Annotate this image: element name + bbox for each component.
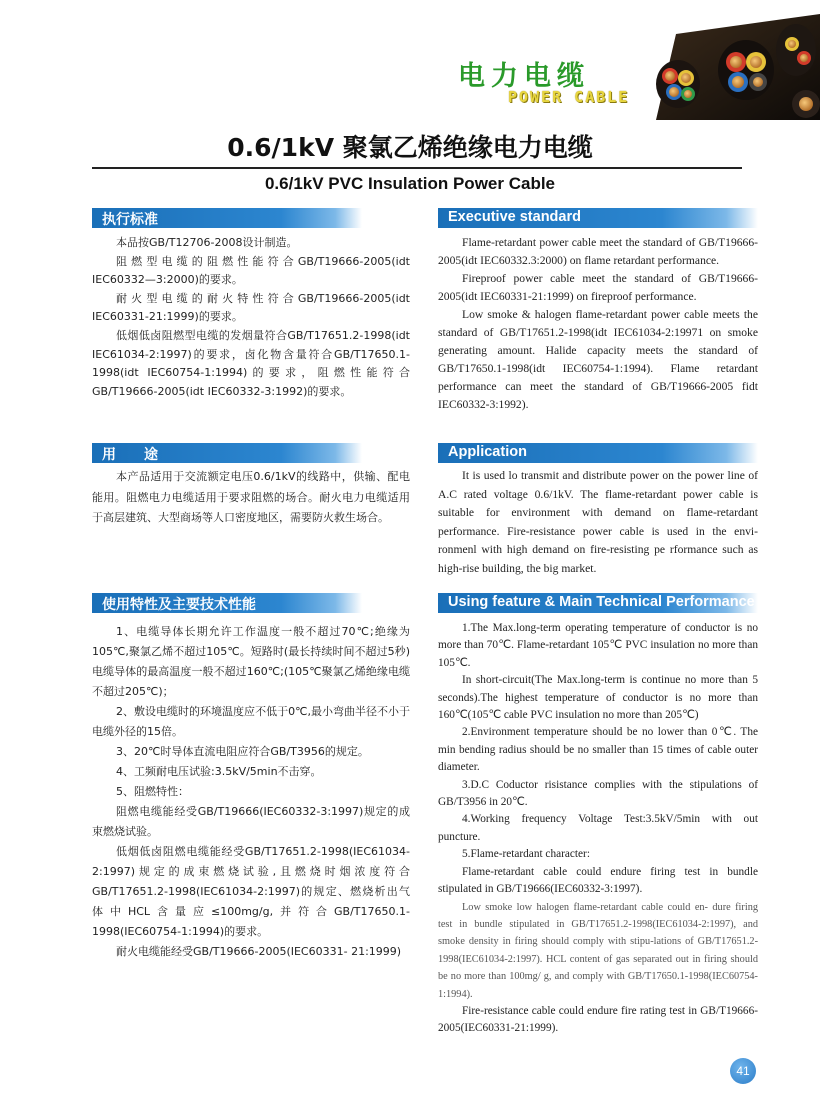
features-text-cn [92, 622, 410, 962]
paragraph: 耐火型电缆的耐火特性符合GB/T19666-2005(idt IEC60331-21:1999)的要求。 [92, 291, 410, 324]
paragraph: Fireproof power cable meet the standard of GB/T19666-2005(idt IEC60331-21:1999) on fireproof performance. [438, 272, 758, 303]
paragraph: Low smoke & halogen flame-retardant power cable meets the standard of GB/T17651.2-1998(idt IEC61034-2:19971 on smoke generating amount. Halide capacity meets the standard of GB/T17650.1-1998(idt IEC60754-1:1994). Flame retardant performance can meet the standard of GB/T19666-2005 fidt IEC60332-3:1992). [438, 308, 758, 411]
paragraph: 1.The Max.long-term operating temperature of conductor is no more than 70℃. Flame-retardant 105℃ PVC insulation no more than 105℃. [438, 622, 758, 669]
paragraph: 耐火电缆能经受GB/T19666-2005(IEC60331- 21:1999) [116, 945, 402, 958]
brand-title-en: POWER CABLE [508, 88, 630, 106]
paragraph: 4.Working frequency Voltage Test:3.5kV/5min with out puncture. [438, 813, 758, 843]
section-title: 用 途 [102, 447, 158, 463]
paragraph: 阻燃电缆能经受GB/T19666(IEC60332-3:1997)规定的成束燃烧试验。 [92, 805, 410, 838]
page-header [0, 0, 820, 120]
standard-text-cn [92, 234, 410, 401]
application-text-en [438, 467, 758, 578]
paragraph: 2.Environment temperature should be no lower than 0℃. The min bending radius should be no smaller than 15 times of cable outer diameter. [438, 726, 758, 774]
paragraph: It is used lo transmit and distribute power on the power line of A.C rated voltage 0.6/1kV. The flame-retardant power cable is suitable for environment with demand on flame-retardant performance. Fire-resistance power cable is used in the envi- ronmenl with high demand on fire-resisting pe rformance such as high-rise building, the big market. [438, 469, 758, 575]
paragraph: 4、工频耐电压试验:3.5kV/5min不击穿。 [116, 765, 322, 778]
paragraph: 2、敷设电缆时的环境温度应不低于0℃,最小弯曲半径不小于电缆外径的15倍。 [92, 705, 410, 738]
paragraph: Flame-retardant power cable meet the standard of GB/T19666-2005(idt IEC60332.3:2000) on flame retardant performance. [438, 236, 758, 267]
paragraph: 低烟低卤阻燃电缆能经受GB/T17651.2-1998(IEC61034-2:1997)规定的成束燃烧试验,且燃烧时烟浓度符合GB/T17651.2-1998(IEC61034-2:1997)的规定、燃烧析出气体中HCL含量应≤100mg/g,并符合GB/T17650.1-1998(IEC60754-1:1994)的要求。 [92, 845, 410, 938]
paragraph: 3.D.C Coductor risistance complies with the stipulations of GB/T3956 in 20℃. [438, 778, 758, 809]
section-header-application-en [438, 443, 758, 463]
page-title-cn: 0.6/1kV 聚氯乙烯绝缘电力电缆 [227, 133, 593, 162]
section-title: Application [448, 444, 527, 460]
section-header-standard-en [438, 208, 758, 228]
paragraph: 本品按GB/T12706-2008设计制造。 [116, 236, 298, 249]
standard-text-en [438, 234, 758, 414]
paragraph: 阻燃型电缆的阻燃性能符合GB/T19666-2005(idt IEC60332—3:2000)的要求。 [92, 254, 410, 287]
section-header-features-cn [92, 593, 362, 613]
section-title: 使用特性及主要技术性能 [102, 597, 256, 613]
features-text-en [438, 620, 758, 1038]
section-title: Using feature & Main Technical Performance [448, 594, 755, 610]
paragraph: 本产品适用于交流额定电压0.6/1kV的线路中，供输、配电能用。阻燃电力电缆适用于要求阻燃的场合。耐火电力电缆适用于高层建筑、大型商场等人口密度地区，需要防火救生场合。 [92, 470, 410, 524]
paragraph: 低烟低卤阻燃型电缆的发烟量符合GB/T17651.2-1998(idt IEC61034-2:1997)的要求，卤化物含量符合GB/T17650.1-1998(idt IEC60754-1:1994)的要求，阻燃性能符合GB/T19666-2005(idt IEC60332-3:1992)的要求。 [92, 328, 410, 398]
paragraph: Flame-retardant cable could endure firing test in bundle stipulated in GB/T19666(IEC60332-3:1997). [438, 865, 758, 896]
paragraph: 5、阻燃特性： [116, 785, 189, 798]
application-text-cn [92, 467, 410, 529]
section-header-standard-cn [92, 208, 362, 228]
paragraph: 5.Flame-retardant character: [462, 848, 590, 861]
section-title: 执行标准 [102, 212, 158, 228]
paragraph: 3、20℃时导体直流电阻应符合GB/T3956的规定。 [116, 745, 369, 758]
brand-title-cn: 电力电缆 [458, 61, 590, 92]
paragraph: Fire-resistance cable could endure fire rating test in GB/T19666-2005(IEC60331-21:1999). [438, 1004, 758, 1035]
page-title-en: 0.6/1kV PVC Insulation Power Cable [264, 174, 556, 193]
paragraph: 1、电缆导体长期允许工作温度一般不超过70℃;绝缘为105℃,聚氯乙烯不超过105℃。短路时(最长持续时间不超过5秒)电缆导体的最高温度一般不超过160℃;(105℃聚氯乙烯绝缘电缆不超过205℃)； [92, 625, 410, 698]
cable-cross-section-image [636, 14, 820, 120]
section-header-features-en [438, 593, 758, 613]
paragraph: Low smoke low halogen flame-retardant cable could en- dure firing test in bundle stipulated in GB/T17651.2-1998(IEC61034-2:1997), and smoke density in firing should comply with stipu-lations of GB/T17651.2-1998(IEC61034-2:1997). HCL content of gas separated out in firing should be no more than 100mg/ g, and comply with GB/T17650.1-1998(IEC60754-1:1994). [438, 901, 758, 1000]
page-number-badge: 41 [730, 1058, 756, 1084]
title-divider [92, 167, 742, 169]
paragraph: In short-circuit(The Max.long-term is continue no more than 5 seconds).The highest temperature of conductor is no more than 160℃(105℃ cable PVC insulation no more than 205℃) [438, 674, 758, 722]
section-header-application-cn [92, 443, 362, 463]
section-title: Executive standard [448, 209, 581, 225]
